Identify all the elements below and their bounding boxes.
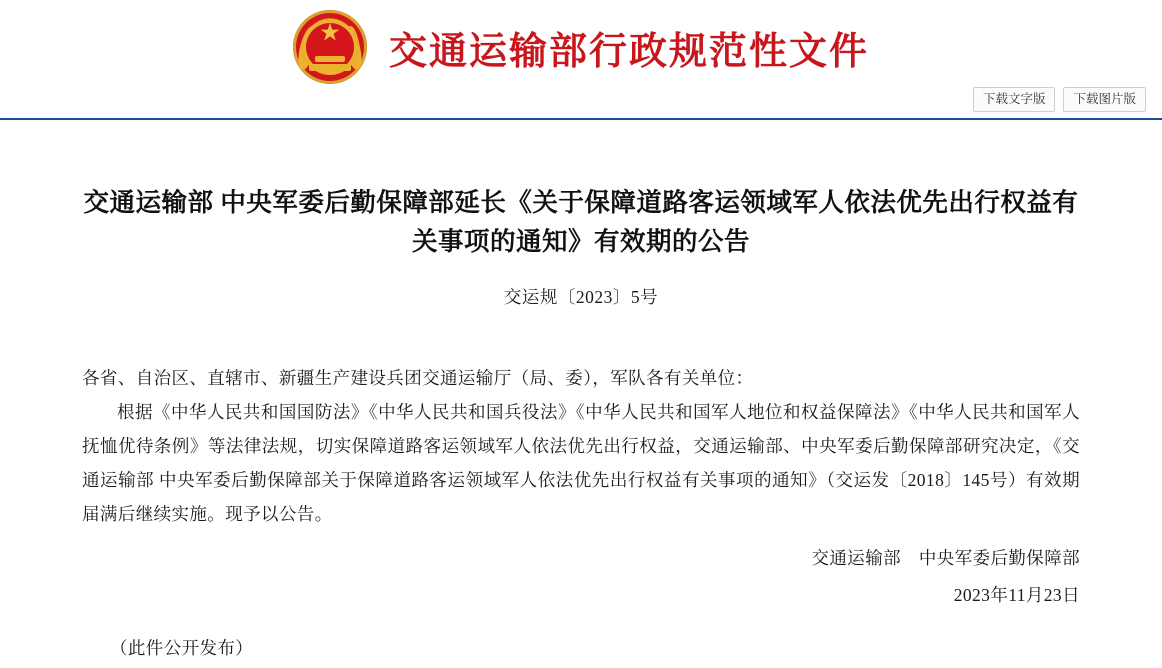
document-date: 2023年11月23日 [953, 585, 1080, 606]
national-emblem-icon: ★ [293, 10, 367, 84]
document-salutation: 各省、自治区、直辖市、新疆生产建设兵团交通运输厅（局、委），军队各有关单位： [82, 367, 754, 388]
page-masthead [0, 0, 1162, 120]
document-paragraph: 根据《中华人民共和国国防法》《中华人民共和国兵役法》《中华人民共和国军人地位和权益保障法》《中华人民共和国军人抚恤优待条例》等法律法规，切实保障道路客运领域军人依法优先出行权益，交通运输部、中央军委后勤保障部研究决定，《交通运输部 中央军委后勤保障部关于保障道路客运领域军人依法优先出行权益有关事项的通知》（交运发〔2018〕145号）有效期届满后继续实施。现予以公告。 [82, 401, 1080, 524]
masthead-content [0, 0, 1162, 94]
document-footnote: （此件公开发布） [110, 638, 254, 659]
download-image-button[interactable]: 下载图片版 [1063, 87, 1146, 113]
download-text-button[interactable]: 下载文字版 [973, 87, 1056, 113]
document-number: 交运规〔2023〕5号 [503, 286, 659, 307]
document-signature: 交通运输部 中央军委后勤保障部 [811, 548, 1080, 569]
page-title: 交通运输部 中央军委后勤保障部延长《关于保障道路客运领域军人依法优先出行权益有关事项的通知》有效期的公告 [83, 188, 1079, 256]
download-button-group [973, 87, 1146, 113]
document-body [0, 184, 1162, 660]
masthead-title: 交通运输部行政规范性文件 [388, 30, 869, 73]
